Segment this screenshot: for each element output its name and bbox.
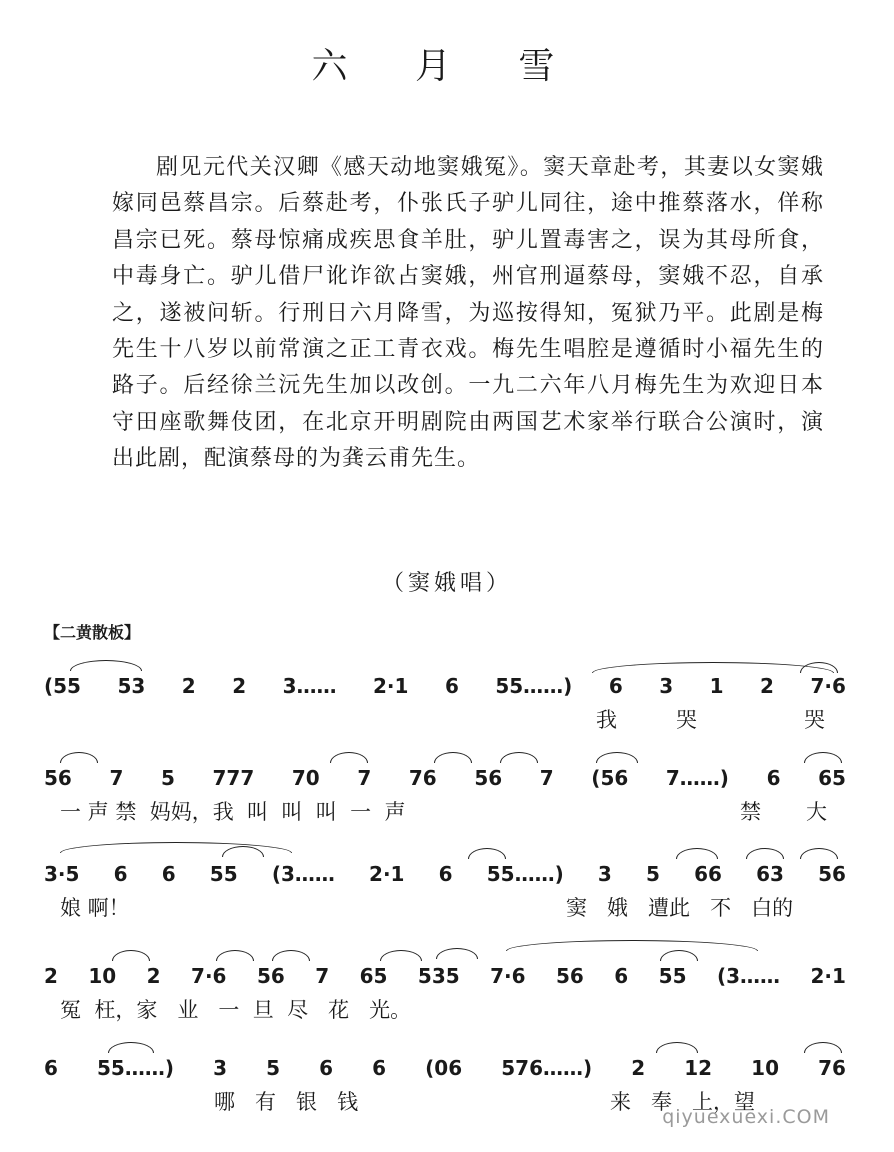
note-group: 55 (209, 862, 238, 886)
lyric-text: 禁 (740, 800, 761, 824)
note-group: (3…… (716, 964, 781, 988)
note-group: 7……) (665, 766, 729, 790)
intro-paragraph: 剧见元代关汉卿《感天动地窦娥冤》。窦天章赴考，其妻以女窦娥嫁同邑蔡昌宗。后蔡赴考，仆张氏子驴儿同往，途中推蔡落水，佯称昌宗已死。蔡母惊痛成疾思食羊肚，驴儿置毒害之，误为其母所食，中毒身亡。驴儿借尸讹诈欲占窦娥，州官刑逼蔡母，窦娥不忍，自承之，遂被问斩。行刑日六月降雪，为巡按得知，冤狱乃平。此剧是梅先生十八岁以前常演之正工青衣戏。梅先生唱腔是遵循时小福先生的路子。后经徐兰沅先生加以改创。一九二六年八月梅先生为欢迎日本守田座歌舞伎团，在北京开明剧院由两国艺术家举行联合公演时，演出此剧，配演蔡母的为龚云甫先生。 (112, 155, 824, 472)
lyric-text: 一 声 禁 妈妈，我 叫 叫 叫 一 声 (60, 800, 406, 824)
lyric-text: 大 (806, 800, 827, 824)
note-group: 6 (113, 862, 128, 886)
note-group: 3·5 (44, 862, 80, 886)
note-group: 55……) (97, 1056, 174, 1080)
note-group: 65 (359, 964, 388, 988)
note-group: 12 (684, 1056, 713, 1080)
note-group: 6 (614, 964, 629, 988)
note-group: 6 (766, 766, 781, 790)
note-group: 56 (818, 862, 846, 886)
lyric-text: 我 (596, 708, 617, 732)
note-group: (06 (425, 1056, 463, 1080)
singer-label: （窦娥唱） (381, 571, 512, 596)
note-group: 2 (631, 1056, 646, 1080)
note-group: 2·1 (373, 674, 409, 698)
note-group: 6 (319, 1056, 334, 1080)
lyric-text: 哭 (676, 708, 697, 732)
note-group: 6 (44, 1056, 58, 1080)
note-group: 2 (181, 674, 196, 698)
note-group: 10 (88, 964, 117, 988)
watermark-text: qiyuexuexi.COM (662, 1106, 830, 1128)
score-row (0, 948, 894, 1038)
note-group: 55 (658, 964, 687, 988)
note-group: 6 (438, 862, 453, 886)
note-group: 7 (315, 964, 330, 988)
note-group: 55……) (486, 862, 564, 886)
note-group: 56 (44, 766, 72, 790)
note-group: 6 (161, 862, 176, 886)
note-group: 7·6 (490, 964, 526, 988)
note-group: 6 (444, 674, 459, 698)
note-group: 5 (160, 766, 175, 790)
note-group: 6 (608, 674, 623, 698)
page-title: 六 月 雪 (311, 46, 583, 87)
note-group: 70 (291, 766, 320, 790)
score-row (0, 846, 894, 936)
note-group: 7 (539, 766, 554, 790)
note-group: 7·6 (810, 674, 846, 698)
note-group: 3 (659, 674, 674, 698)
lyric-text: 冤 枉，家 业 一 旦 尽 花 光。 (60, 998, 412, 1022)
note-group: 7·6 (191, 964, 227, 988)
mode-label: 【二黄散板】 (44, 623, 141, 642)
note-group: 2·1 (369, 862, 405, 886)
note-group: 7 (357, 766, 372, 790)
note-group: 2 (146, 964, 161, 988)
notation-line (44, 1040, 846, 1080)
note-group: 56 (256, 964, 285, 988)
lyric-text: 窦 娥 遭此 不 白的 (566, 896, 794, 920)
note-group: 76 (818, 1056, 846, 1080)
note-group: 5 (646, 862, 660, 886)
note-group: 535 (417, 964, 460, 988)
note-group: 2 (232, 674, 247, 698)
lyric-text: 来 奉 上，望 (610, 1090, 756, 1114)
note-group: 6 (372, 1056, 387, 1080)
note-group: 2 (44, 964, 58, 988)
note-group: 65 (818, 766, 846, 790)
slur-mark (506, 940, 758, 951)
watermark (662, 1106, 830, 1128)
note-group: (55 (44, 674, 81, 698)
note-group: 10 (751, 1056, 780, 1080)
note-group: 1 (709, 674, 724, 698)
note-group: 76 (408, 766, 437, 790)
note-group: 66 (694, 862, 722, 886)
note-group: 576……) (501, 1056, 593, 1080)
score-row (0, 750, 894, 840)
note-group: 7 (109, 766, 124, 790)
lyric-text: 哭 (804, 708, 825, 732)
note-group: 55……) (495, 674, 573, 698)
note-group: 3…… (282, 674, 337, 698)
note-group: 2·1 (810, 964, 846, 988)
note-group: 3 (213, 1056, 228, 1080)
note-group: (3…… (271, 862, 335, 886)
note-group: 3 (597, 862, 612, 886)
note-group: 63 (756, 862, 784, 886)
lyric-text: 哪 有 银 钱 (214, 1090, 359, 1114)
note-group: 53 (117, 674, 146, 698)
note-group: 777 (212, 766, 255, 790)
note-group: 56 (556, 964, 584, 988)
note-group: (56 (591, 766, 629, 790)
note-group: 5 (266, 1056, 281, 1080)
note-group: 2 (760, 674, 774, 698)
note-group: 56 (474, 766, 503, 790)
lyric-text: 娘 啊！ (60, 896, 130, 920)
